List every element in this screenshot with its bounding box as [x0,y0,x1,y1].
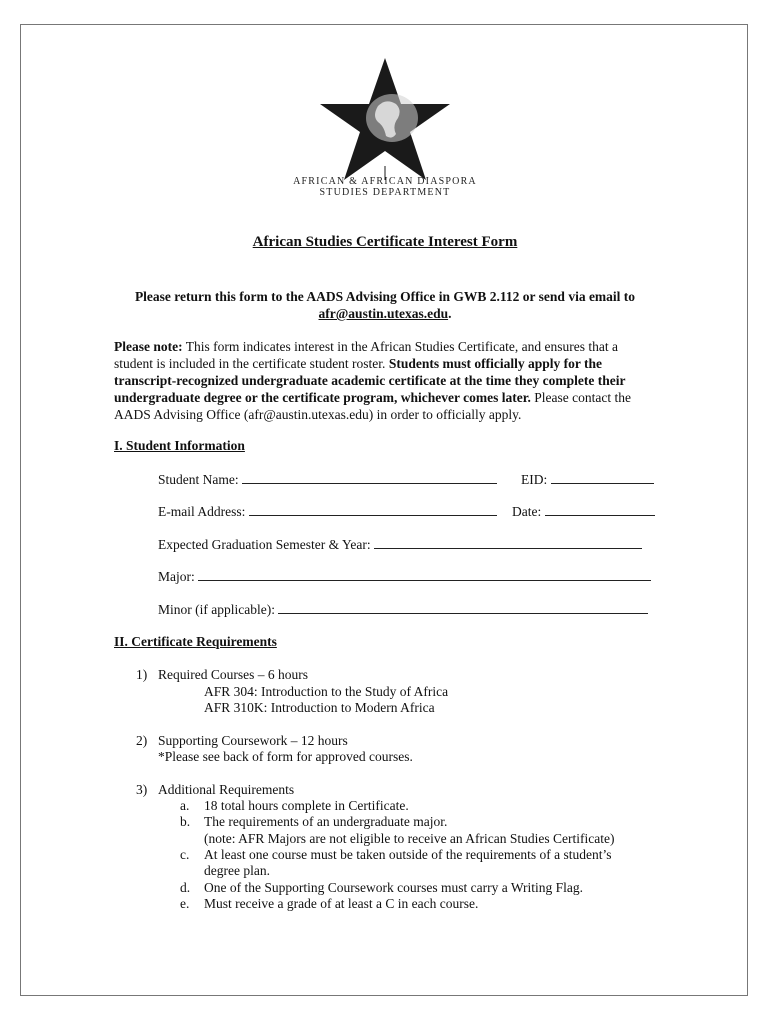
req-2-number: 2) [136,733,148,748]
req-3-sub-text: One of the Supporting Coursework courses must carry a Writing Flag. [204,880,584,895]
req-2-text: Supporting Coursework – 12 hours [158,733,348,748]
date-label: Date: [512,504,542,519]
return-email-link[interactable]: afr@austin.utexas.edu [318,306,449,321]
email-label: E-mail Address: [158,504,246,519]
minor-label: Minor (if applicable): [158,602,275,617]
req-1-course-b: AFR 310K: Introduction to Modern Africa [204,700,435,715]
logo-text [290,176,480,198]
req-3-sub-text: 18 total hours complete in Certificate. [204,798,409,813]
student-name-row [158,471,497,488]
email-row [158,503,497,520]
req-3-sub-text: (note: AFR Majors are not eligible to receive an African Studies Certificate) [204,831,615,846]
note-text-1: This form indicates interest in the African Studies Certificate, and ensures that a student is included in the certificate student roster. [114,339,618,371]
req-3-sub-letter: c. [180,847,190,862]
req-3-sub-letter: b. [180,814,191,829]
req-3-sub-letter: d. [180,880,191,895]
major-field[interactable] [198,568,651,581]
student-name-field[interactable] [242,471,497,484]
note-text-2: Please contact the AADS Advising Office (afr@austin.utexas.edu) in order to officially apply. [114,390,631,422]
req-1-number: 1) [136,667,148,682]
eid-field[interactable] [551,471,654,484]
req-3-sub-text: degree plan. [204,863,270,878]
major-label: Major: [158,569,195,584]
section-2-heading: II. Certificate Requirements [114,634,277,649]
req-1-course-a: AFR 304: Introduction to the Study of Africa [204,684,449,699]
eid-label: EID: [521,472,548,487]
major-row [158,568,651,585]
logo-line-2: STUDIES DEPARTMENT [319,187,451,198]
note-label: Please note: [114,339,183,354]
note-paragraph [114,338,659,423]
logo-line-1: AFRICAN & AFRICAN DIASPORA [293,176,477,187]
req-3-text: Additional Requirements [158,782,295,797]
form-title: African Studies Certificate Interest Form [252,234,518,250]
email-field[interactable] [249,503,497,516]
req-3-sub-text: The requirements of an undergraduate major. [204,814,448,829]
aads-star-logo [300,56,470,196]
date-field[interactable] [545,503,655,516]
graduation-label: Expected Graduation Semester & Year: [158,537,371,552]
student-name-label: Student Name: [158,472,239,487]
graduation-field[interactable] [374,536,642,549]
eid-row [521,471,654,488]
graduation-row [158,536,642,553]
req-3-sub-text: Must receive a grade of at least a C in each course. [204,896,479,911]
date-row [512,503,655,520]
return-text: Please return this form to the AADS Advising Office in GWB 2.112 or send via email to [134,289,636,304]
req-3-sub-letter: e. [180,896,190,911]
req-3-sub-text: At least one course must be taken outside of the requirements of a student’s [204,847,612,862]
note-bold: Students must officially apply for the transcript-recognized undergraduate academic certificate at the time they complete their undergraduate degree or the certificate program, whichever comes later. [114,356,626,405]
minor-field[interactable] [278,601,648,614]
req-3-number: 3) [136,782,148,797]
req-2-note: *Please see back of form for approved courses. [158,749,413,764]
section-1-heading: I. Student Information [114,438,245,453]
req-3-sub-letter: a. [180,798,190,813]
return-instructions: Please return this form to the AADS Advising Office in GWB 2.112 or send via email to afr@austin.utexas.edu. [134,289,636,321]
req-1-text: Required Courses – 6 hours [158,667,308,682]
minor-row [158,601,648,618]
